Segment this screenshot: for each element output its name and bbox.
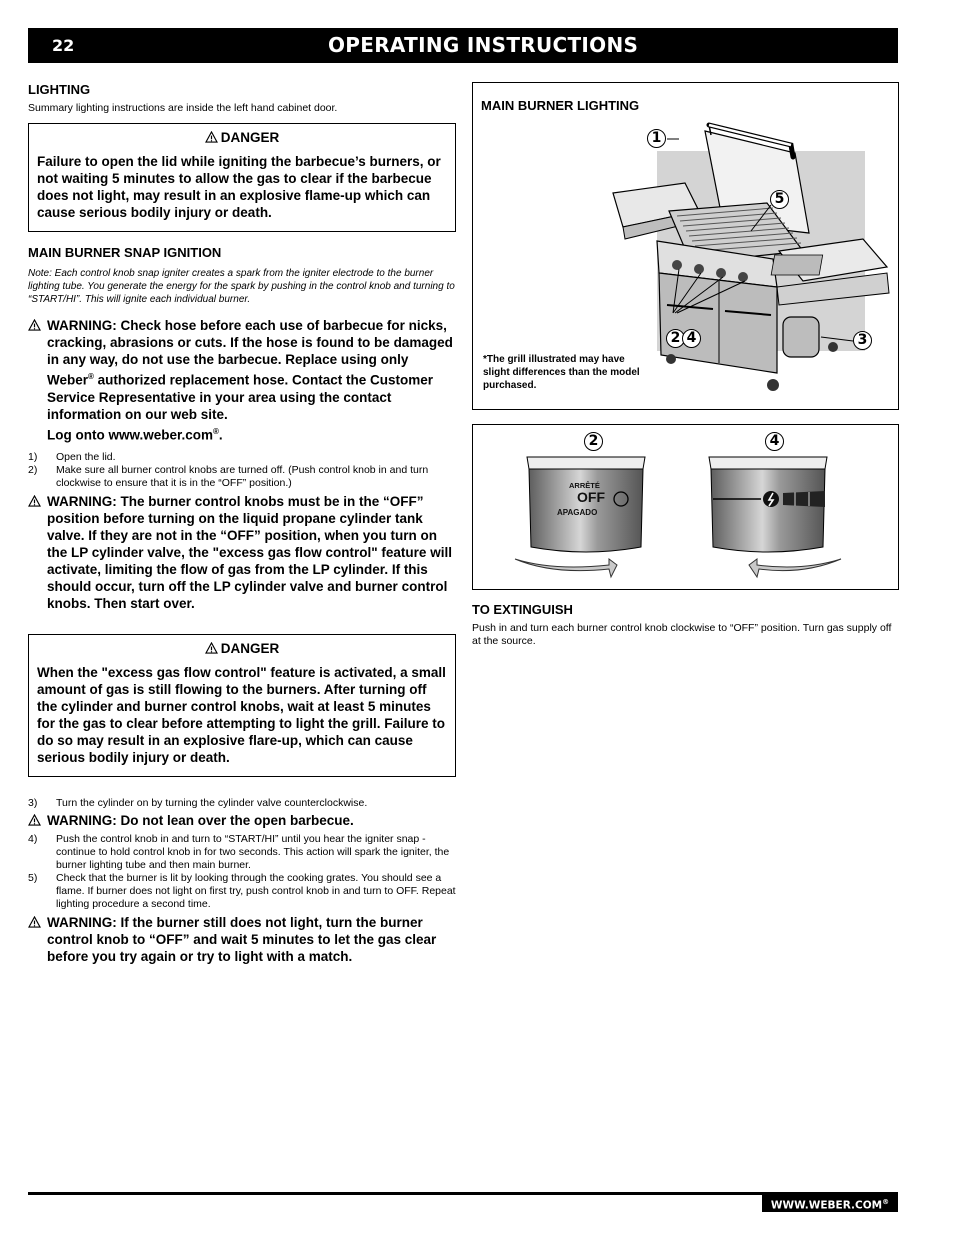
snap-ignition-heading: MAIN BURNER SNAP IGNITION <box>28 245 222 260</box>
danger-box-1 <box>28 123 456 232</box>
lighting-heading: LIGHTING <box>28 82 91 97</box>
list-item: 5) Check that the burner is lit by looking through the cooking grates. You should see a flame. If burner does not light on first try, push control knob in and turn to OFF. Repeat lighting procedure a second time. <box>28 872 456 910</box>
steps-list-3 <box>28 797 456 810</box>
knob-figure <box>472 424 899 590</box>
page-number: 22 <box>52 36 75 55</box>
warning-lean: WARNING: Do not lean over the open barbecue. <box>28 812 456 829</box>
list-item: 1) Open the lid. <box>28 451 116 463</box>
header-bar <box>28 28 898 63</box>
knob-label-off: OFF <box>577 489 605 505</box>
danger-body-1: Failure to open the lid while igniting the barbecue’s burners, or not waiting 5 minutes to allow the gas to clear if the barbecue does not light, may result in an explosive flame-up which can cause serious bodily injury or death. <box>37 154 441 220</box>
callout-2: 2 <box>584 432 603 451</box>
warning-hose: WARNING: Check hose before each use of barbecue for nicks, cracking, abrasions or cuts. If the hose is found to be damaged in any way, do not use the barbecue. Replace using only Weber® authorized replacement hose. Contact the Customer Service Representative in your area using the contact information on our web site. Log onto www.weber.com®. <box>28 317 456 443</box>
callout-5: 5 <box>770 190 789 209</box>
main-burner-figure <box>472 82 899 410</box>
callout-1: 1 <box>647 129 666 148</box>
warning-triangle-icon <box>28 319 41 331</box>
extinguish-heading: TO EXTINGUISH <box>472 602 573 617</box>
danger-body-2: When the "excess gas flow control" feature is activated, a small amount of gas is still flowing to the burners. After turning off the cylinder and burner control knobs, wait at least 5 minutes for the gas to clear before attempting to light the grill. Failure to do so may result in an explosive flare-up, which can cause serious bodily injury or death. <box>37 665 446 765</box>
callout-4: 4 <box>682 329 701 348</box>
danger-box-2 <box>28 634 456 777</box>
steps-list-a <box>28 451 456 490</box>
knob-label-top: ARRÊTÉ <box>569 481 600 490</box>
steps-list-b <box>28 833 456 911</box>
warning-triangle-icon <box>28 814 41 826</box>
figure-caption: *The grill illustrated may have slight differences than the model purchased. <box>483 354 640 391</box>
warning-triangle-icon <box>205 642 218 654</box>
list-item: 2) Make sure all burner control knobs are turned off. (Push control knob in and turn clockwise to ensure that it is in the “OFF” position.) <box>28 464 429 489</box>
danger-heading-2: DANGER <box>37 641 447 656</box>
snap-ignition-note: Note: Each control knob snap igniter creates a spark from the igniter electrode to the burner lighting tube. You generate the energy for the spark by pushing in the control knob and turning to “START/HI”. This will ignite each individual burner. <box>28 268 455 305</box>
lighting-summary: Summary lighting instructions are inside the left hand cabinet door. <box>28 102 338 114</box>
warning-triangle-icon <box>28 916 41 928</box>
warning-triangle-icon <box>205 131 218 143</box>
left-column <box>28 82 456 965</box>
callout-4: 4 <box>765 432 784 451</box>
callout-3: 3 <box>853 331 872 350</box>
right-column <box>472 82 899 648</box>
warning-triangle-icon <box>28 495 41 507</box>
list-item: 4) Push the control knob in and turn to “START/HI” until you hear the igniter snap - continue to hold control knob in for two seconds. This action will spark the igniter, the burner lighting tube and then main burner. <box>28 833 450 871</box>
page-title: OPERATING INSTRUCTIONS <box>328 33 639 57</box>
list-item: 3) Turn the cylinder on by turning the cylinder valve counterclockwise. <box>28 797 368 809</box>
warning-knobs: WARNING: The burner control knobs must be in the “OFF” position before turning on the liquid propane cylinder tank valve. If they are not in the “OFF” position, when you turn on the LP cylinder valve, the "excess gas flow control" feature will activate, limiting the flow of gas from the LP cylinder. If this should occur, turn off the LP cylinder valve and burner control knobs. Then start over. <box>28 493 456 612</box>
figure-heading: MAIN BURNER LIGHTING <box>481 98 640 113</box>
footer-url: WWW.WEBER.COM® <box>762 1192 898 1212</box>
callout-2: 2 <box>666 329 685 348</box>
danger-heading-1: DANGER <box>37 130 447 145</box>
warning-match: WARNING: If the burner still does not light, turn the burner control knob to “OFF” and wait 5 minutes to let the gas clear before you try again or try to light with a match. <box>28 914 456 965</box>
knob-illustration <box>473 425 898 589</box>
knob-label-bottom: APAGADO <box>557 508 598 517</box>
extinguish-text: Push in and turn each burner control knob clockwise to “OFF” position. Turn gas supply off at the source. <box>472 622 892 647</box>
